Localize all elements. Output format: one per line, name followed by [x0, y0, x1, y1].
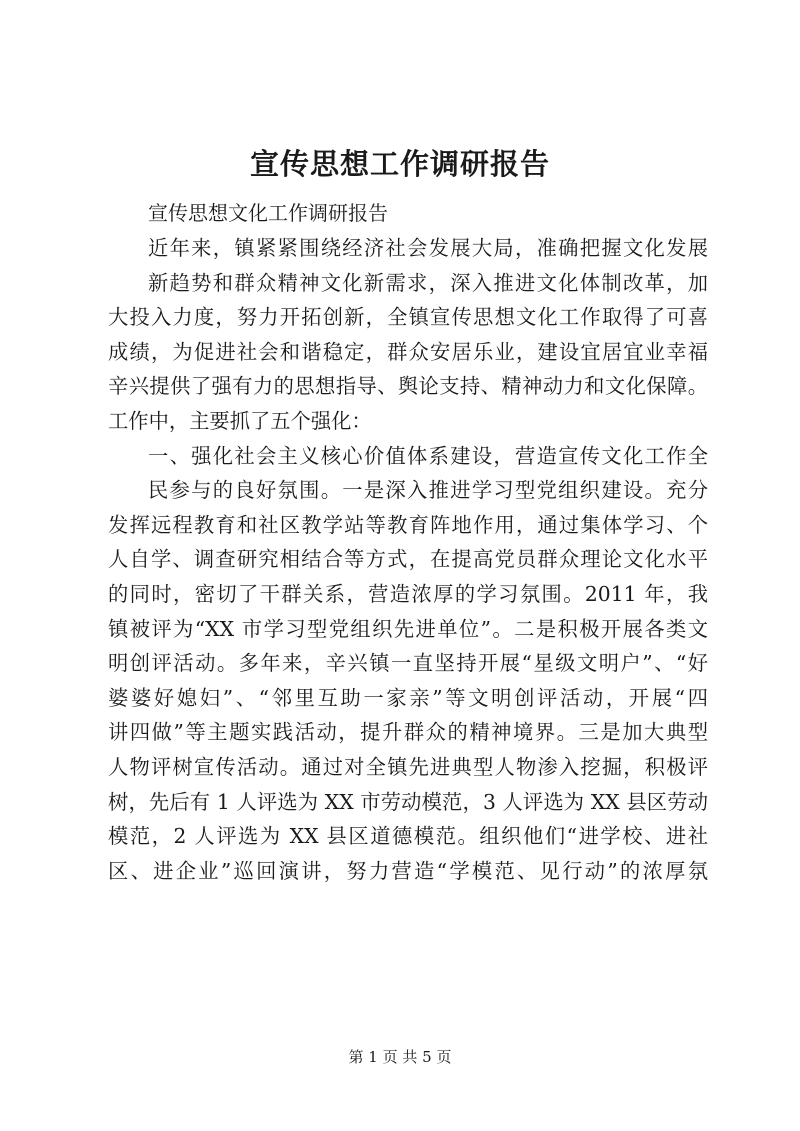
body-line: 新趋势和群众精神文化新需求，深入推进文化体制改革，加 — [148, 270, 708, 295]
body-line: 辛兴提供了强有力的思想指导、舆论支持、精神动力和文化保障。 — [108, 374, 708, 399]
body-line: 明创评活动。多年来，辛兴镇一直坚持开展“星级文明户”、“好 — [108, 651, 708, 676]
page-number-footer: 第 1 页 共 5 页 — [348, 1048, 452, 1066]
body-line: 树，先后有 1 人评选为 XX 市劳动模范，3 人评选为 XX 县区劳动 — [108, 789, 708, 814]
body-line: 发挥远程教育和社区教学站等教育阵地作用，通过集体学习、个 — [108, 512, 708, 537]
document-title: 宣传思想工作调研报告 — [249, 147, 550, 181]
body-line: 人物评树宣传活动。通过对全镇先进典型人物渗入挖掘，积极评 — [108, 754, 708, 779]
body-line: 一、强化社会主义核心价值体系建设，营造宣传文化工作全 — [148, 443, 708, 468]
body-line: 民参与的良好氛围。一是深入推进学习型党组织建设。充分 — [148, 478, 708, 503]
body-line: 近年来，镇紧紧围绕经济社会发展大局，准确把握文化发展 — [148, 236, 708, 260]
body-line: 大投入力度，努力开拓创新，全镇宣传思想文化工作取得了可喜 — [108, 305, 708, 330]
body-line: 工作中，主要抓了五个强化： — [108, 408, 372, 433]
body-line: 婆婆好媳妇”、“邻里互助一家亲”等文明创评活动，开展“四 — [108, 685, 708, 710]
body-line: 的同时，密切了干群关系，营造浓厚的学习氛围。2011 年，我 — [108, 581, 708, 606]
body-line: 模范，2 人评选为 XX 县区道德模范。组织他们“进学校、进社 — [108, 824, 708, 849]
document-subtitle: 宣传思想文化工作调研报告 — [148, 201, 388, 225]
body-line: 镇被评为“XX 市学习型党组织先进单位”。二是积极开展各类文 — [108, 616, 708, 641]
body-line: 区、进企业”巡回演讲，努力营造“学模范、见行动”的浓厚氛 — [108, 858, 708, 883]
body-line: 人自学、调查研究相结合等方式，在提高党员群众理论文化水平 — [108, 547, 708, 572]
body-line: 讲四做”等主题实践活动，提升群众的精神境界。三是加大典型 — [108, 720, 708, 745]
document-body — [108, 231, 708, 888]
body-line: 成绩，为促进社会和谐稳定，群众安居乐业，建设宜居宜业幸福 — [108, 339, 708, 364]
